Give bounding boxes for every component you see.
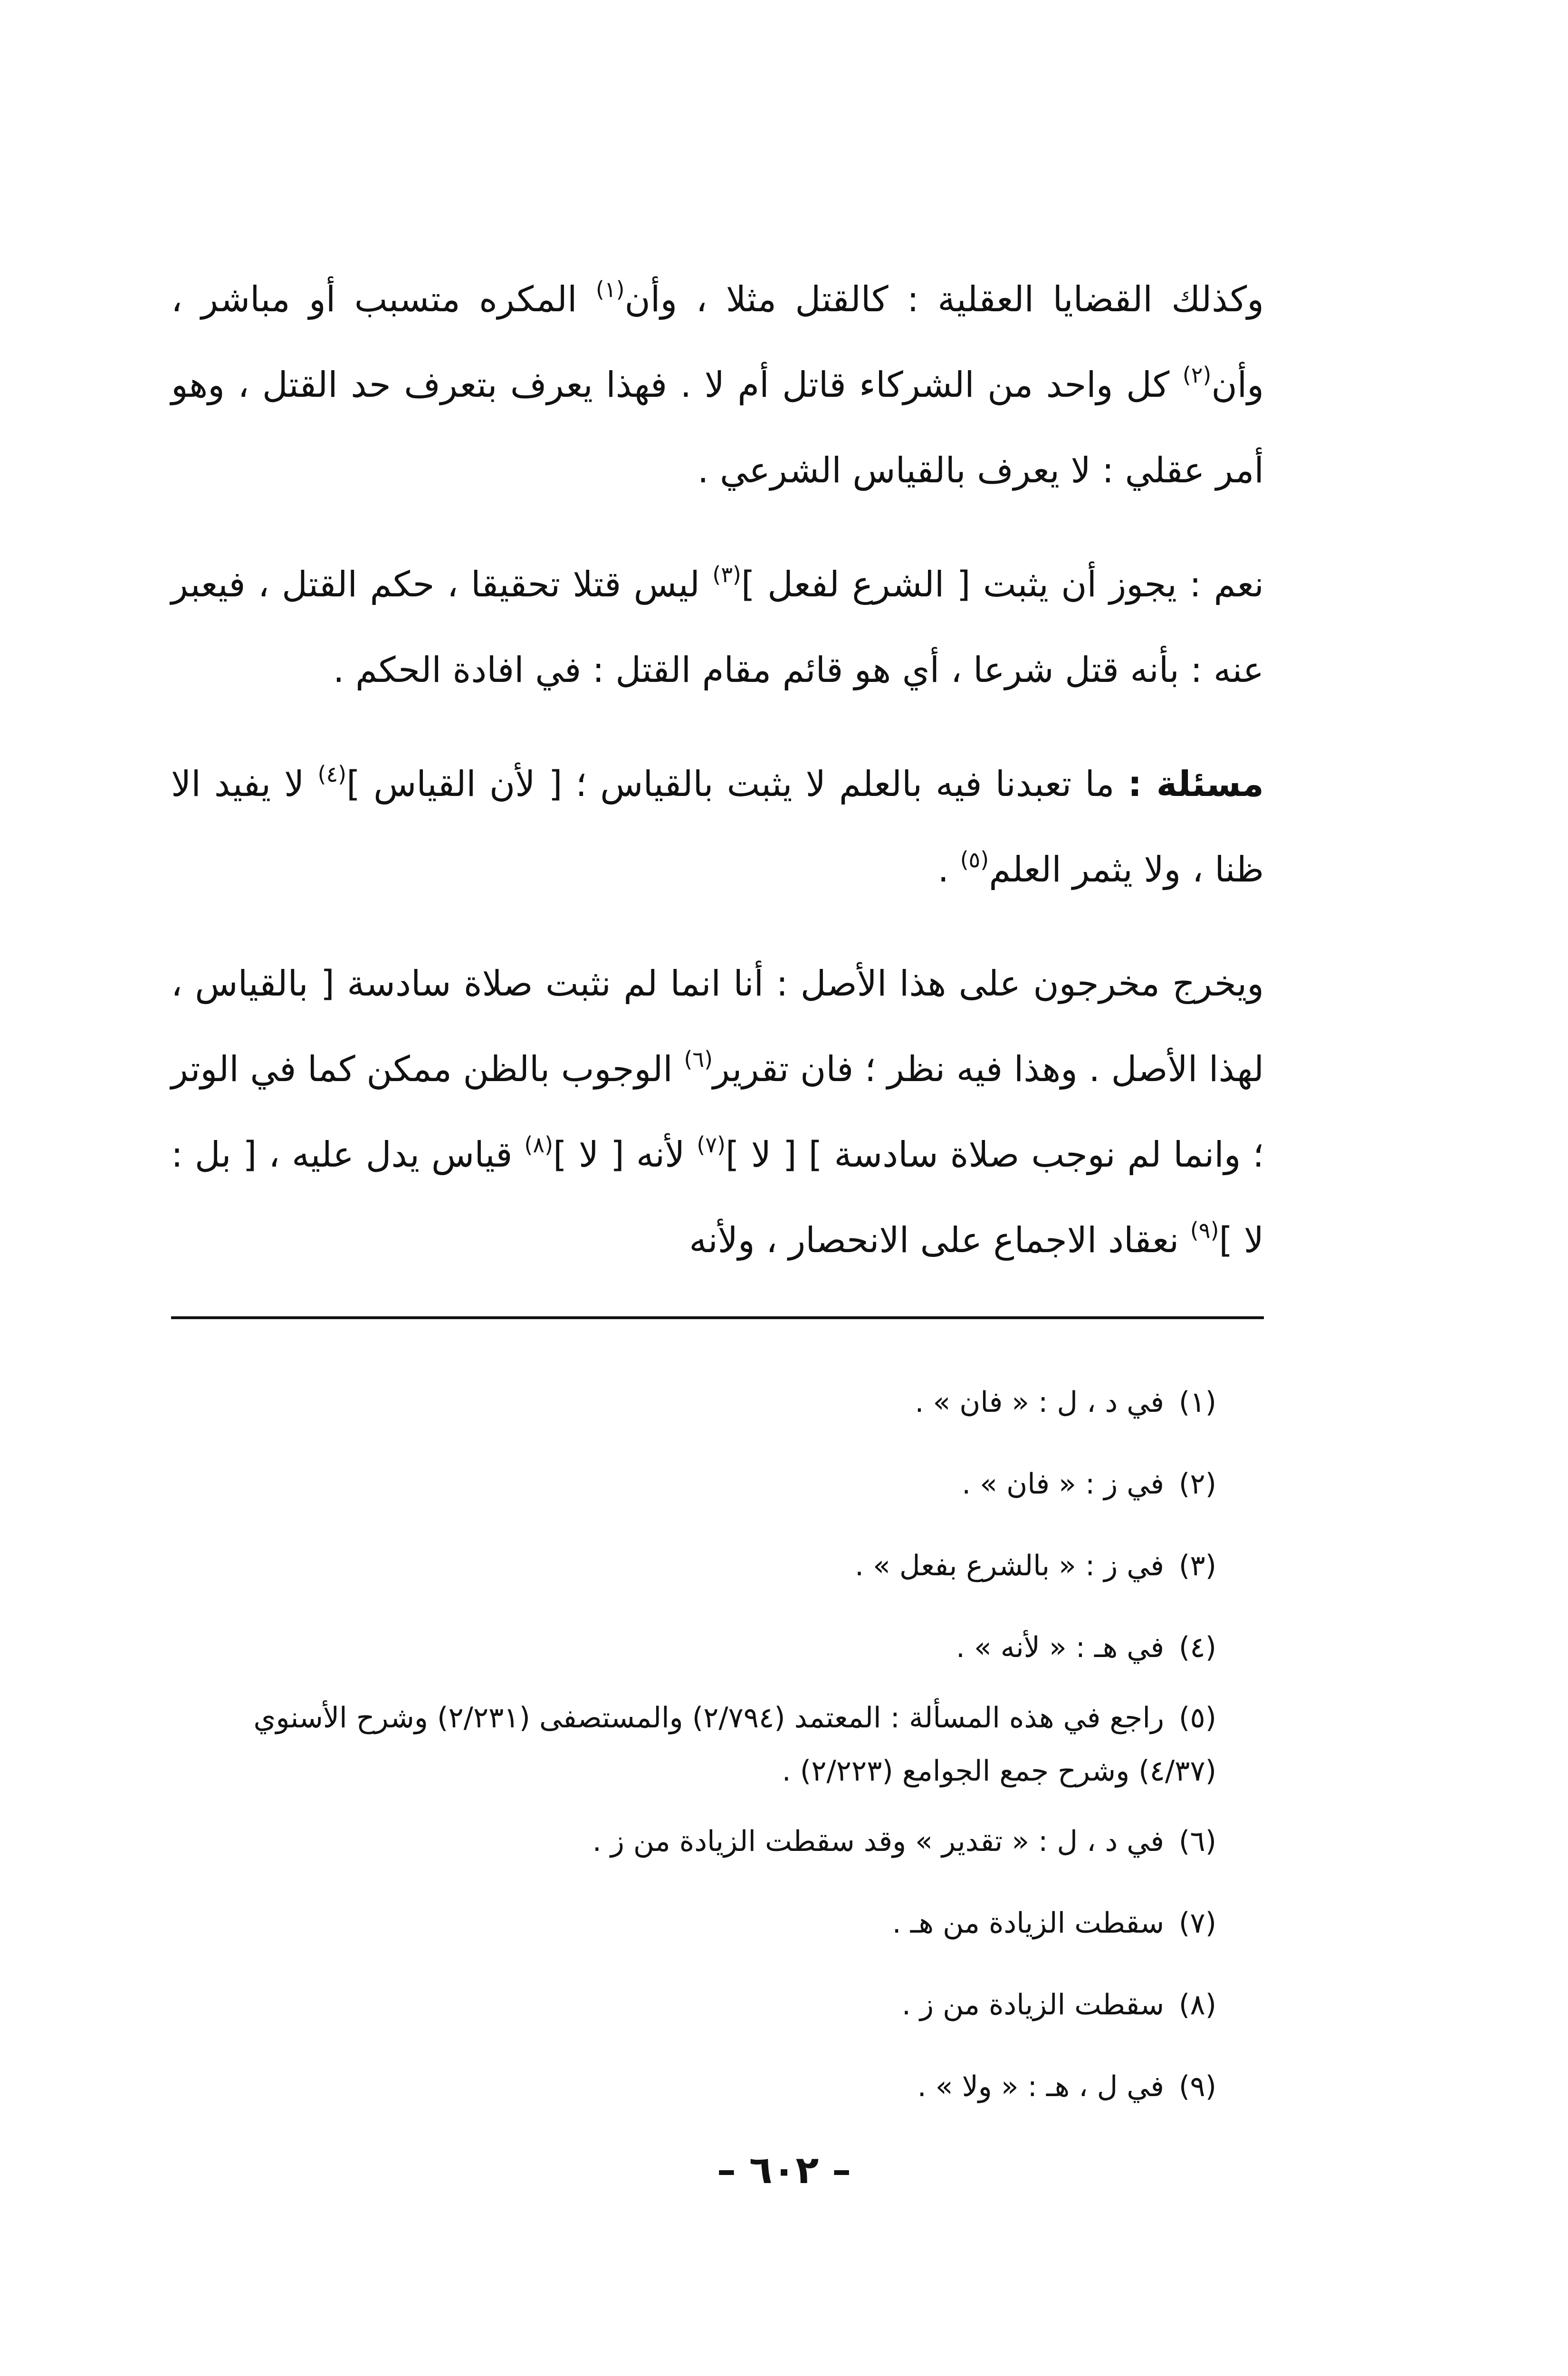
- footnote-number: (٩): [1178, 2070, 1216, 2103]
- text-run: المكره متسبب أو مباشر ، وأن: [171, 279, 1264, 405]
- footnote-ref[interactable]: (٢): [1182, 362, 1212, 388]
- footnotes-list: [171, 1364, 1264, 2125]
- footnote-number: (٨): [1178, 1988, 1216, 2022]
- footnote-ref[interactable]: (٦): [684, 1046, 713, 1072]
- text-run: .: [937, 849, 960, 890]
- footnote-ref[interactable]: (٣): [712, 562, 741, 587]
- footnote-item: [171, 2049, 1216, 2125]
- footnote-ref[interactable]: (٧): [697, 1132, 726, 1158]
- footnote-text: سقطت الزيادة من هـ .: [892, 1907, 1164, 1940]
- footnote-ref[interactable]: (١): [595, 277, 625, 302]
- text-run: نعم : يجوز أن يثبت [ الشرع لفعل ]: [741, 564, 1264, 605]
- footnote-text: سقطت الزيادة من ز .: [901, 1988, 1164, 2022]
- footnote-item: [171, 1885, 1216, 1961]
- paragraph-1: [171, 257, 1264, 513]
- footnote-item: [171, 1803, 1216, 1879]
- text-run: ويخرج مخرجون على هذا الأصل : أنا انما لم نثبت صلاة سادسة [ بالقياس ، لهذا الأصل . وهذا فيه نظر ؛ فان تقرير: [171, 963, 1264, 1090]
- text-run: ما تعبدنا فيه بالعلم لا يثبت بالقياس ؛ [ لأن القياس ]: [346, 764, 1128, 805]
- text-run: وكذلك القضايا العقلية : كالقتل مثلا ، وأن: [624, 279, 1264, 320]
- footnote-ref[interactable]: (٤): [317, 761, 347, 787]
- text-run: لا يفيد الا ظنا ، ولا يثمر العلم: [171, 764, 1264, 890]
- text-run: ليس قتلا تحقيقا ، حكم القتل ، فيعبر عنه : بأنه قتل شرعا ، أي هو قائم مقام القتل : في افادة الحكم .: [171, 564, 1264, 690]
- footnote-text: في د ، ل : « تقدير » وقد سقطت الزيادة من ز .: [592, 1825, 1164, 1858]
- page-content: [171, 257, 1264, 2130]
- text-run: الوجوب بالظن ممكن كما في الوتر ؛ وانما لم نوجب صلاة سادسة ] [ لا ]: [171, 1049, 1264, 1175]
- footnote-item: [171, 1364, 1216, 1440]
- text-run: كل واحد من الشركاء قاتل أم لا . فهذا يعرف بتعرف حد القتل ، وهو أمر عقلي : لا يعرف بالقياس الشرعي .: [171, 364, 1264, 491]
- footnote-number: (١): [1178, 1386, 1216, 1419]
- footnote-ref[interactable]: (٨): [524, 1132, 554, 1158]
- page-number: – ٦٠٢ –: [717, 2148, 851, 2192]
- text-run: نعقاد الاجماع على الانحصار ، ولأنه: [689, 1220, 1190, 1261]
- footnote-text: في ل ، هـ : « ولا » .: [917, 2070, 1164, 2103]
- footnote-text: في د ، ل : « فان » .: [915, 1386, 1164, 1419]
- paragraph-4: [171, 941, 1264, 1283]
- footnote-number: (٥): [1178, 1701, 1216, 1734]
- footnote-text: راجع في هذه المسألة : المعتمد (٢/٧٩٤) والمستصفى (٢/٢٣١) وشرح الأسنوي (٤/٣٧) وشرح جمع الجوامع (٢/٢٢٣) .: [253, 1701, 1216, 1788]
- footnote-text: في ز : « بالشرع بفعل » .: [854, 1549, 1164, 1582]
- footnote-number: (٧): [1178, 1907, 1216, 1940]
- footnote-number: (٦): [1178, 1825, 1216, 1858]
- footnote-item: [171, 1446, 1216, 1522]
- paragraph-2: [171, 542, 1264, 713]
- text-run: قياس يدل عليه ، [ بل : لا ]: [171, 1134, 1264, 1261]
- section-term: مسئلة :: [1128, 764, 1264, 805]
- footnote-divider: [171, 1316, 1264, 1319]
- footnote-ref[interactable]: (٥): [960, 847, 989, 872]
- paragraph-3: [171, 741, 1264, 912]
- footnote-item: [171, 1610, 1216, 1686]
- footnote-number: (٢): [1178, 1467, 1216, 1501]
- footnote-item: [171, 1967, 1216, 2043]
- footnote-item: [171, 1691, 1264, 1798]
- footnote-text: في ز : « فان » .: [962, 1467, 1164, 1501]
- footnote-ref[interactable]: (٩): [1190, 1217, 1219, 1243]
- footnote-number: (٤): [1178, 1631, 1216, 1664]
- footnote-item: [171, 1528, 1216, 1604]
- footnote-text: في هـ : « لأنه » .: [956, 1631, 1164, 1664]
- footnote-number: (٣): [1178, 1549, 1216, 1582]
- text-run: لأنه [ لا ]: [553, 1134, 697, 1175]
